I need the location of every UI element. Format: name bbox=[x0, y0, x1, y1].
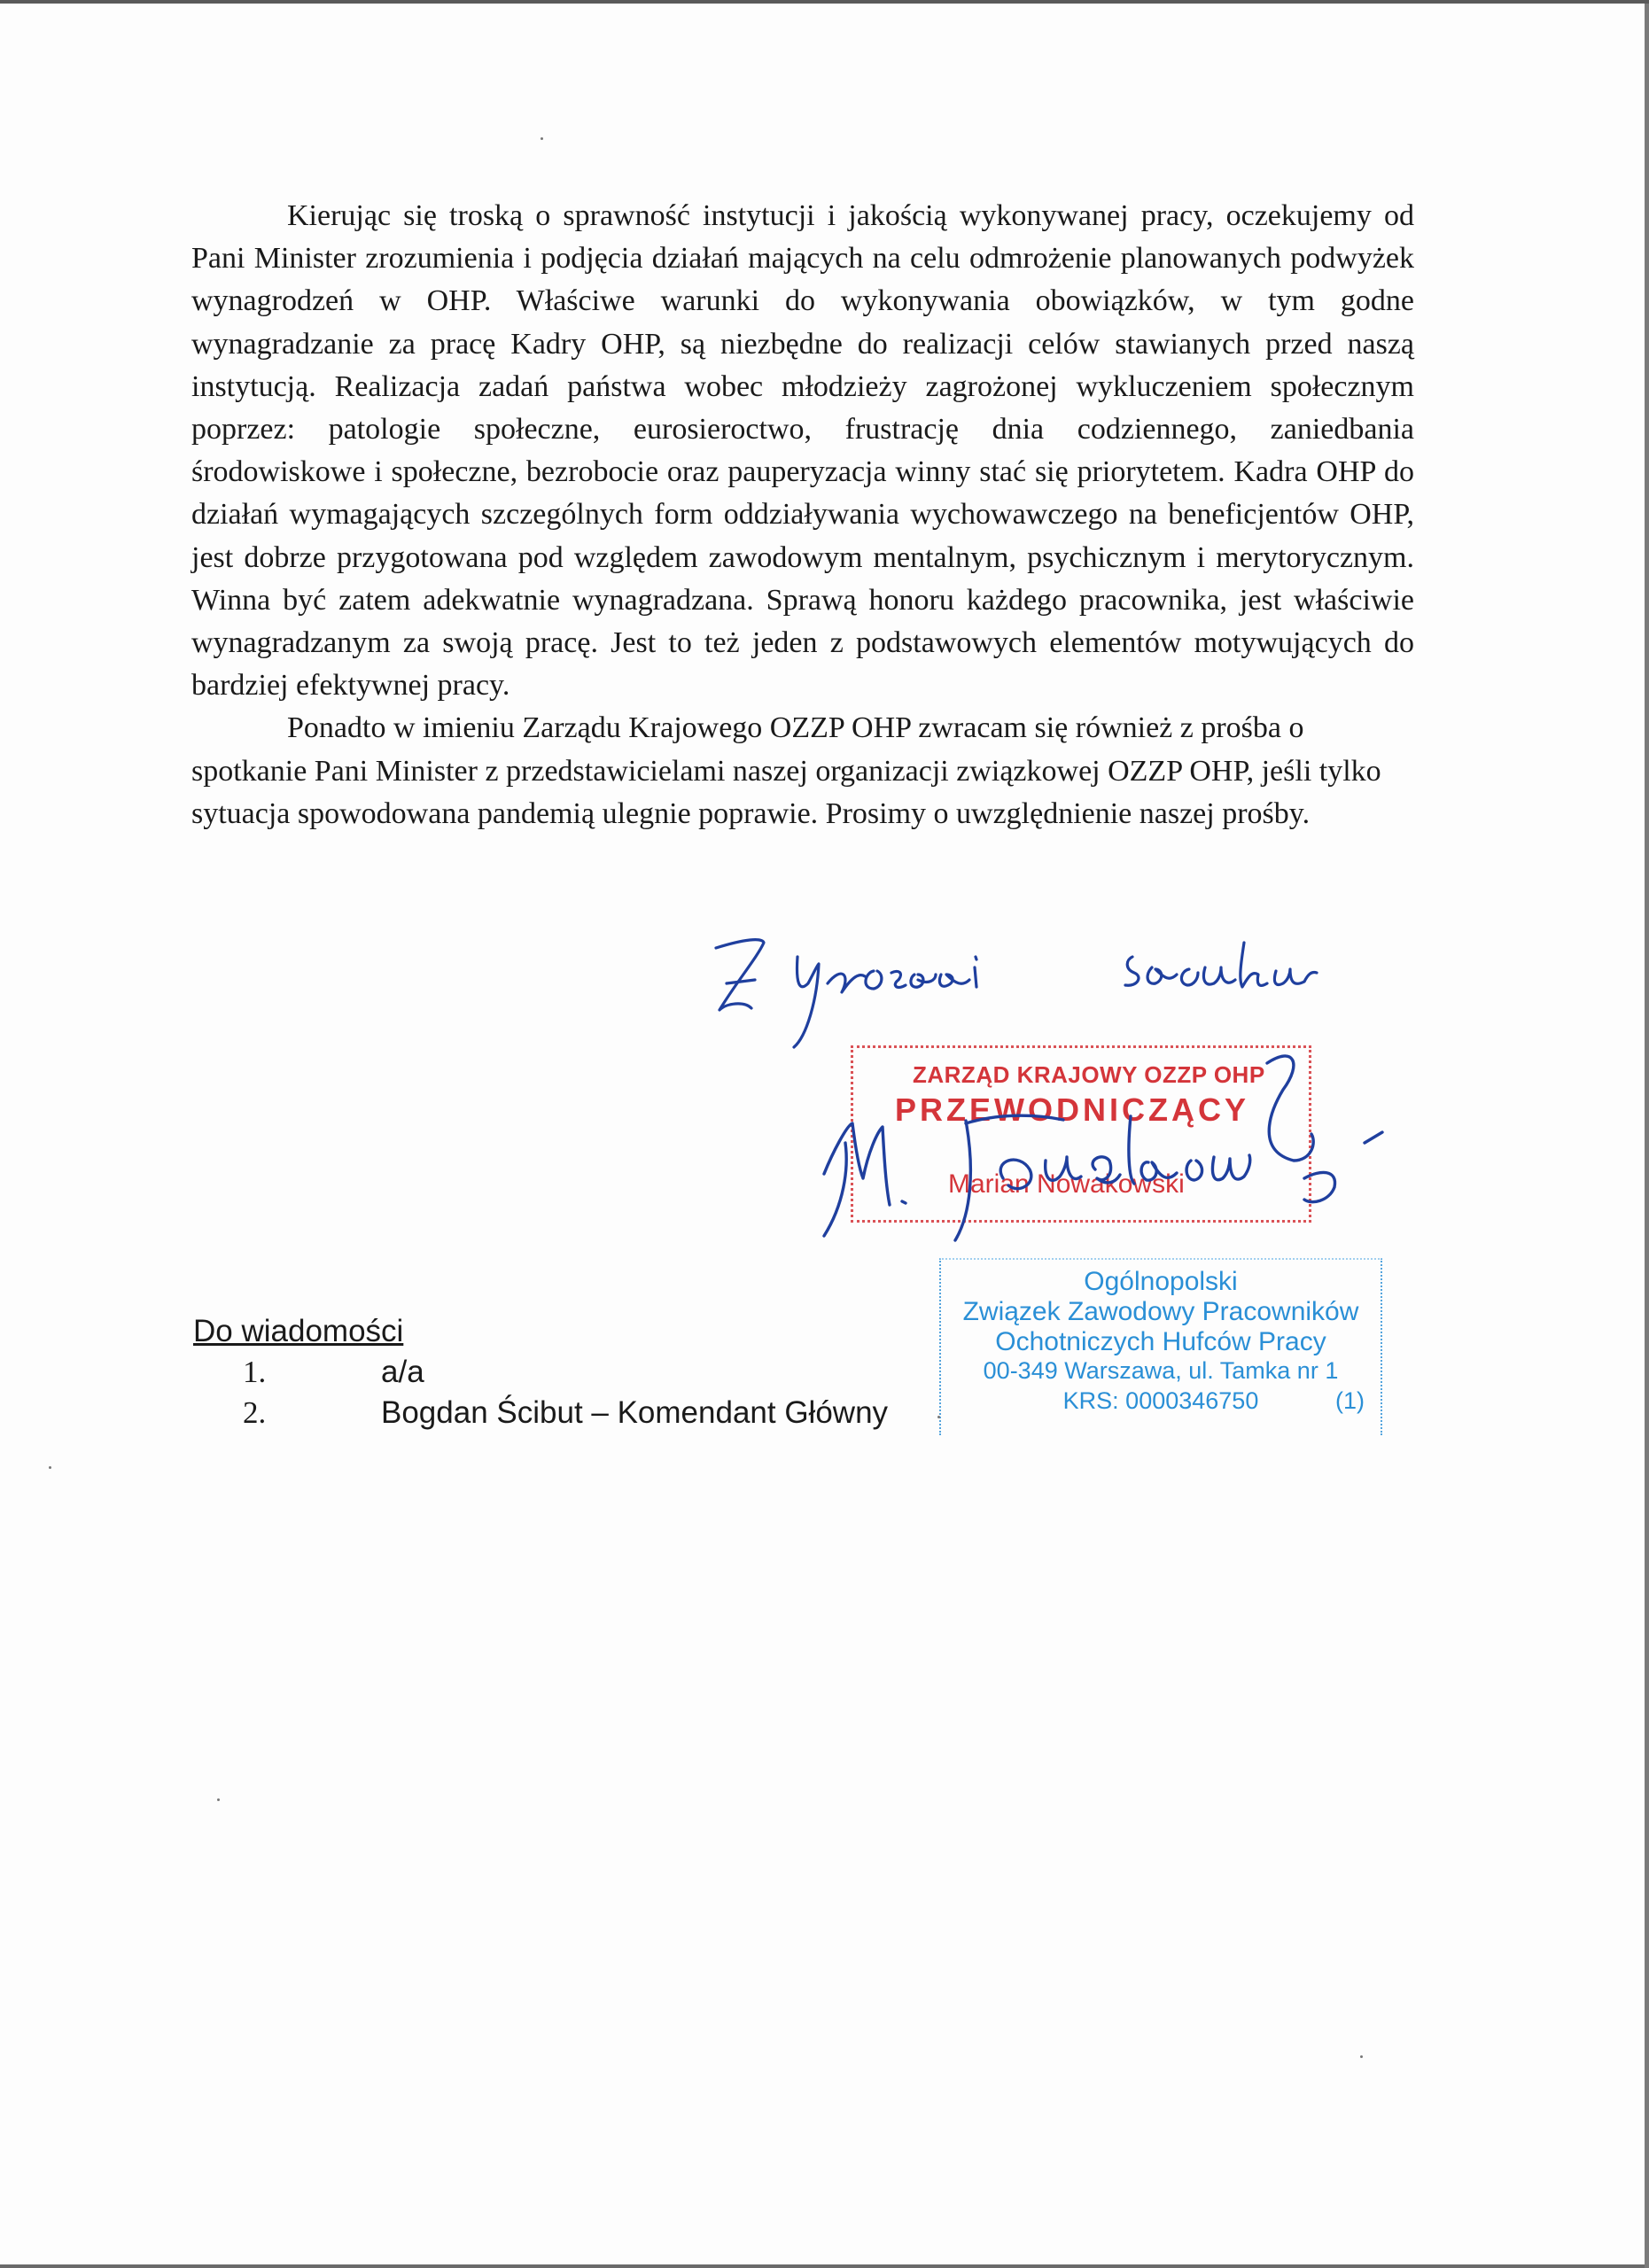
blue-organization-stamp bbox=[939, 1258, 1382, 1435]
red-stamp-line-1: ZARZĄD KRAJOWY OZZP OHP bbox=[913, 1061, 1265, 1088]
distribution-item bbox=[193, 1393, 991, 1433]
distribution-item bbox=[193, 1352, 991, 1393]
blue-stamp-line-4: 00-349 Warszawa, ul. Tamka nr 1 bbox=[983, 1357, 1339, 1384]
scan-speck bbox=[49, 1466, 51, 1469]
red-stamp-line-3: Marian Nowakowski bbox=[948, 1169, 1185, 1199]
distribution-item-number: 2. bbox=[243, 1395, 267, 1430]
scan-speck bbox=[937, 1416, 940, 1418]
letter-paragraph-2: Ponadto w imieniu Zarządu Krajowego OZZP OHP zwracam się również z prośba o spotkanie Pani Minister z przedstawicielami naszej organizacji związkowej OZZP OHP, jeśli tylko sytuacja spowodowana pandemią ulegnie poprawie. Prosimy o uwzględnienie naszej prośby. bbox=[191, 711, 1381, 830]
distribution-item-text: a/a bbox=[381, 1355, 424, 1389]
distribution-list bbox=[193, 1311, 991, 1433]
scan-speck bbox=[1360, 2055, 1363, 2058]
blue-stamp-line-3: Ochotniczych Hufców Pracy bbox=[995, 1327, 1326, 1356]
blue-stamp-line-1: Ogólnopolski bbox=[1084, 1267, 1238, 1296]
scan-speck bbox=[217, 1798, 220, 1801]
handwritten-signature bbox=[797, 1028, 1435, 1258]
letter-paragraph-1: Kierując się troską o sprawność instytucji i jakością wykonywanej pracy, oczekujemy od Pani Minister zrozumienia i podjęcia działań mających na celu odmrożenie planowanych podwyżek wynagrodzeń w OHP. Właściwe warunki do wykonywania obowiązków, w tym godne wynagradzanie za pracę Kadry OHP, są niezbędne do realizacji celów stawianych przed naszą instytucją. Realizacja zadań państwa wobec młodzieży zagrożonej wykluczeniem społecznym poprzez: patologie społeczne, eurosieroctwo, frustrację dnia codziennego, zaniedbania środowiskowe i społeczne, bezrobocie oraz pauperyzacja winny stać się priorytetem. Kadra OHP do działań wymagających szczególnych form oddziaływania wychowawczego na beneficjentów OHP, jest dobrze przygotowana pod względem zawodowym mentalnym, psychicznym i merytorycznym. Winna być zatem adekwatnie wynagradzana. Sprawą honoru każdego pracownika, jest właściwie wynagradzanym za swoją pracę. Jest to też jeden z podstawowych elementów motywujących do bardziej efektywnej pracy. bbox=[191, 199, 1414, 703]
letter-body bbox=[191, 195, 1414, 835]
blue-stamp-number: (1) bbox=[1335, 1387, 1365, 1414]
red-stamp-line-2: PRZEWODNICZĄCY bbox=[895, 1091, 1249, 1128]
scan-speck bbox=[541, 137, 543, 140]
blue-stamp-line-5: KRS: 0000346750 bbox=[1062, 1387, 1259, 1414]
blue-stamp-line-2: Związek Zawodowy Pracowników bbox=[962, 1297, 1359, 1326]
distribution-item-text: Bogdan Ścibut – Komendant Główny bbox=[381, 1395, 889, 1430]
distribution-title: Do wiadomości bbox=[193, 1314, 404, 1348]
distribution-item-number: 1. bbox=[243, 1355, 267, 1389]
